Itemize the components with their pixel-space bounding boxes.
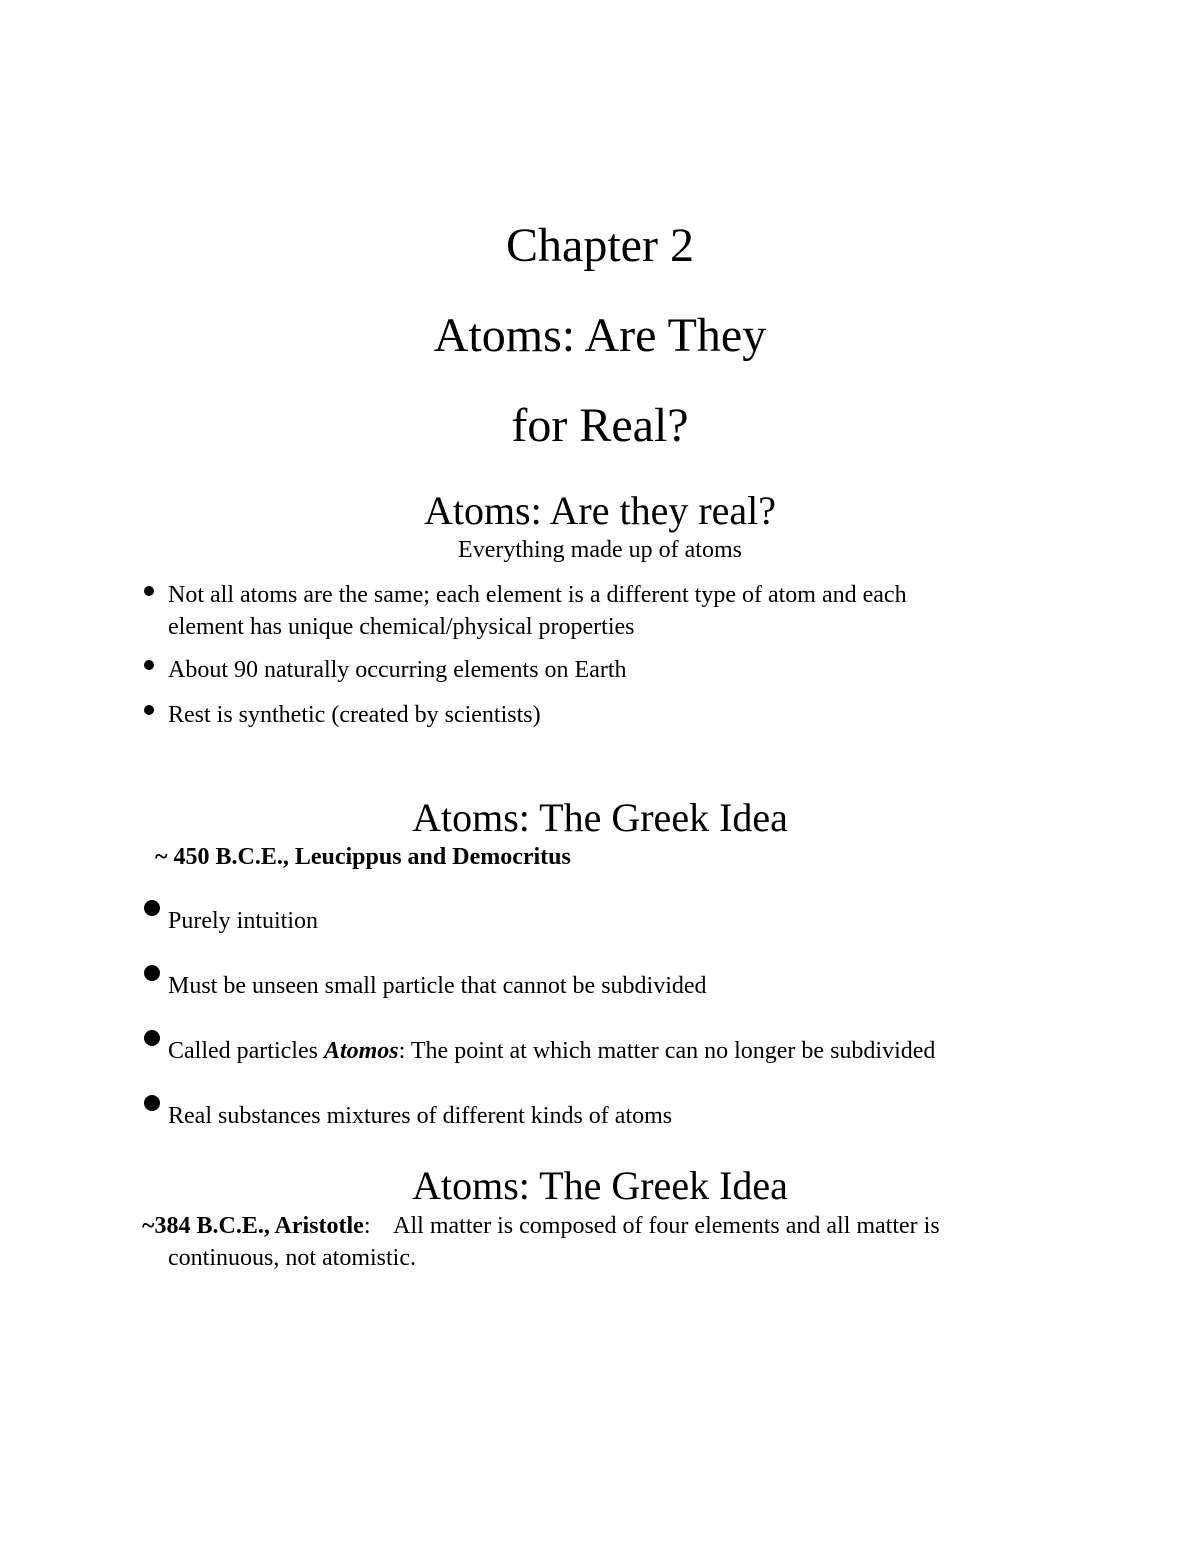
section2-date-line: ~ 450 B.C.E., Leucippus and Democritus <box>155 844 571 870</box>
chapter-title: Chapter 2 <box>506 219 694 272</box>
section3-heading: Atoms: The Greek Idea <box>412 1163 788 1208</box>
section1-bullet-1-line-1: Not all atoms are the same; each element is a different type of atom and each <box>168 582 907 608</box>
section2-bullet-4: Real substances mixtures of different kinds of atoms <box>168 1103 673 1129</box>
bullet-dot <box>144 1095 160 1111</box>
section1-heading: Atoms: Are they real? <box>423 488 777 533</box>
bullet-dot <box>144 900 160 916</box>
section2-heading: Atoms: The Greek Idea <box>412 795 788 840</box>
section2-bullet-3 <box>168 1036 935 1066</box>
section3-line-1 <box>142 1211 940 1241</box>
bullet-suffix: : The point at which matter can no longer be subdivided <box>398 1038 936 1064</box>
bullet-dot <box>144 586 154 596</box>
section1-bullet-3: Rest is synthetic (created by scientists) <box>168 702 541 728</box>
bullet-prefix: Called particles <box>168 1038 324 1064</box>
section3-line-2: continuous, not atomistic. <box>168 1245 416 1271</box>
atomos-term: Atomos <box>323 1038 399 1064</box>
section1-subtitle: Everything made up of atoms <box>458 537 742 563</box>
aristotle-date: ~384 B.C.E., Aristotle <box>142 1213 364 1239</box>
section1-bullet-1-line-2: element has unique chemical/physical properties <box>168 614 635 640</box>
bullet-dot <box>144 660 154 670</box>
bullet-dot <box>144 705 154 715</box>
title-line-2: Atoms: Are They <box>433 309 767 362</box>
bullet-dot <box>144 1030 160 1046</box>
section2-bullet-2: Must be unseen small particle that cannot be subdivided <box>168 973 707 999</box>
section2-bullet-1: Purely intuition <box>168 908 318 934</box>
bullet-dot <box>144 965 160 981</box>
aristotle-statement: : All matter is composed of four elements and all matter is <box>363 1213 940 1239</box>
title-line-3: for Real? <box>511 399 689 452</box>
section1-bullet-2: About 90 naturally occurring elements on Earth <box>168 657 627 683</box>
